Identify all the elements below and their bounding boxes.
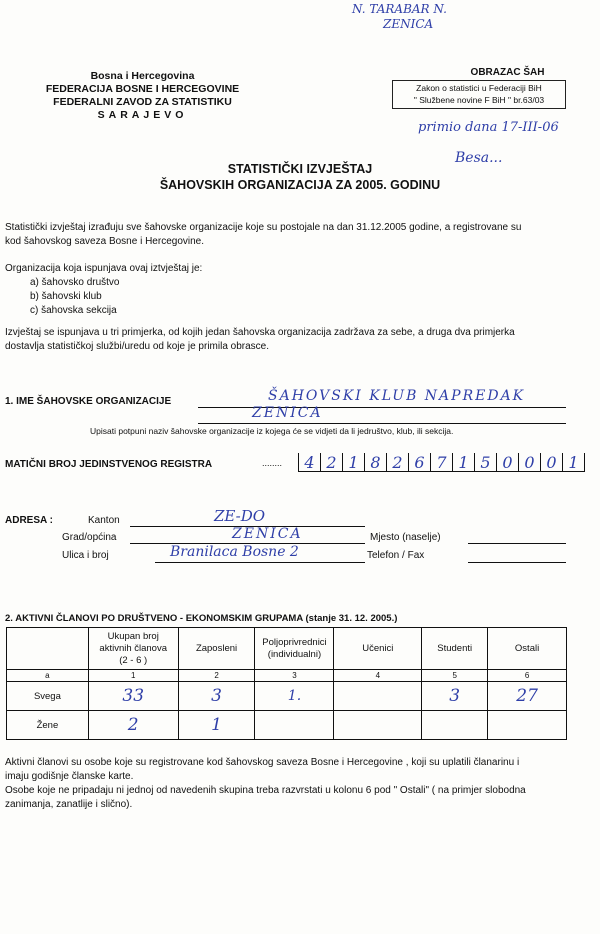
phone-label: Telefon / Fax — [367, 550, 425, 561]
settlement-line — [468, 543, 566, 544]
registry-digit[interactable]: 7 — [431, 453, 453, 471]
country-line: Bosna i Hercegovina — [90, 70, 195, 82]
column-number: a — [7, 670, 89, 682]
header-farmers-line-2: (individualni) — [267, 648, 322, 660]
intro-paragraph — [5, 221, 595, 249]
column-number: 6 — [488, 670, 567, 682]
registry-digit[interactable]: 1 — [453, 453, 475, 471]
handwritten-city-note: ZENICA — [383, 17, 434, 31]
column-number-row — [7, 670, 567, 682]
header-farmers — [255, 628, 334, 670]
institution-header — [20, 70, 265, 122]
header-pupils: Učenici — [334, 628, 422, 670]
street-line — [155, 562, 365, 563]
street-label: Ulica i broj — [62, 550, 109, 561]
org-name-line-2 — [198, 423, 566, 424]
column-number: 4 — [334, 670, 422, 682]
total-students-cell[interactable]: 3 — [422, 682, 488, 711]
municipality-label: Grad/općina — [62, 532, 117, 543]
row-label-women: Žene — [7, 711, 89, 740]
report-title-line-2: ŠAHOVSKIH ORGANIZACIJA ZA 2005. GODINU — [159, 178, 441, 192]
intro-line-2: kod šahovskog saveza Bosne i Hercegovine. — [5, 236, 205, 247]
law-line-2: " Službene novine F BiH " br.63/03 — [413, 95, 545, 105]
active-members-title: 2. AKTIVNI ČLANOVI PO DRUŠTVENO - EKONOMSKIM GRUPAMA (stanje 31. 12. 2005.) — [5, 613, 398, 624]
organization-name-value-2[interactable]: ZENICA — [252, 405, 323, 421]
header-total-line-3: (2 - 6 ) — [119, 654, 148, 666]
registry-number-label: MATIČNI BROJ JEDINSTVENOG REGISTRA — [5, 459, 213, 470]
organization-name-hint: Upisati potpuni naziv šahovske organizacije iz kojega će se vidjeti da li jedruštvo, klub, ili sekcija. — [90, 426, 454, 436]
federation-line: FEDERACIJA BOSNE I HERCEGOVINE — [45, 83, 240, 95]
registry-digit[interactable]: 2 — [321, 453, 343, 471]
registry-digit[interactable]: 4 — [299, 453, 321, 471]
intro-line-1: Statistički izvještaj izrađuju sve šahovske organizacije koje su postojale na dan 31.12.2005 godine, a registrovane su — [5, 222, 522, 233]
municipality-value[interactable]: ZENICA — [232, 526, 303, 542]
registry-digit[interactable]: 0 — [497, 453, 519, 471]
column-number: 5 — [422, 670, 488, 682]
total-pupils-cell[interactable] — [334, 682, 422, 711]
column-number: 2 — [178, 670, 255, 682]
registry-digit[interactable]: 1 — [343, 453, 365, 471]
handwritten-name-note: N. TARABAR N. — [352, 2, 447, 16]
notes-line-1: Aktivni članovi su osobe koje su registrovane kod šahovskog saveza Bosne i Hercegovine , koji su uplatili članarinu i — [5, 757, 520, 768]
registry-dots: ........ — [262, 458, 283, 468]
organization-name-value-1[interactable]: ŠAHOVSKI KLUB NAPREDAK — [268, 388, 526, 404]
notes-paragraph — [5, 756, 595, 812]
copies-line-1: Izvještaj se ispunjava u tri primjerka, od kojih jedan šahovska organizacija zadržava za sebe, a druga dva primjerka — [5, 327, 515, 338]
header-empty-cell — [7, 628, 89, 670]
table-header-row — [7, 628, 567, 670]
form-code: OBRAZAC ŠAH — [470, 67, 545, 78]
header-students: Studenti — [422, 628, 488, 670]
header-employed: Zaposleni — [178, 628, 255, 670]
organization-name-label: 1. IME ŠAHOVSKE ORGANIZACIJE — [5, 396, 172, 407]
organization-type-list — [5, 262, 595, 318]
header-other: Ostali — [488, 628, 567, 670]
total-farmers-cell[interactable]: 1. — [255, 682, 334, 711]
option-society: a) šahovsko društvo — [30, 277, 120, 288]
column-number: 1 — [88, 670, 178, 682]
city-line: SARAJEVO — [97, 109, 188, 121]
report-title-line-1: STATISTIČKI IZVJEŠTAJ — [227, 162, 373, 176]
header-total-line-1: Ukupan broj — [107, 630, 159, 642]
registry-digit[interactable]: 0 — [541, 453, 563, 471]
signature: Besa... — [455, 150, 503, 166]
canton-label: Kanton — [88, 515, 120, 526]
women-other-cell[interactable] — [488, 711, 567, 740]
total-all-cell[interactable]: 33 — [88, 682, 178, 711]
women-employed-cell[interactable]: 1 — [178, 711, 255, 740]
option-club: b) šahovski klub — [30, 291, 102, 302]
notes-line-4: zanimanja, zanatlije i slično). — [5, 799, 133, 810]
law-line-1: Zakon o statistici u Federaciji BiH — [416, 83, 542, 93]
registry-digit[interactable]: 5 — [475, 453, 497, 471]
notes-line-3: Osobe koje ne pripadaju ni jednoj od navedenih skupina treba razvrstati u kolonu 6 pod " Ostali" ( na primjer slobodna — [5, 785, 526, 796]
total-other-cell[interactable]: 27 — [488, 682, 567, 711]
registry-number-boxes[interactable] — [298, 453, 585, 472]
street-value[interactable]: Branilaca Bosne 2 — [170, 544, 299, 560]
header-farmers-line-1: Poljoprivrednici — [262, 636, 327, 648]
phone-line — [468, 562, 566, 563]
table-row-total — [7, 682, 567, 711]
registry-digit[interactable]: 8 — [365, 453, 387, 471]
row-label-total: Svega — [7, 682, 89, 711]
address-label: ADRESA : — [5, 515, 53, 526]
law-reference-box — [392, 80, 566, 109]
table-row-women — [7, 711, 567, 740]
column-number: 3 — [255, 670, 334, 682]
women-students-cell[interactable] — [422, 711, 488, 740]
women-farmers-cell[interactable] — [255, 711, 334, 740]
total-employed-cell[interactable]: 3 — [178, 682, 255, 711]
copies-line-2: dostavlja statističkoj službi/uredu od koje je primila obrasce. — [5, 341, 270, 352]
notes-line-2: imaju godišnje članske karte. — [5, 771, 134, 782]
registry-digit[interactable]: 0 — [519, 453, 541, 471]
received-note: primio dana 17-III-06 — [418, 120, 559, 135]
women-pupils-cell[interactable] — [334, 711, 422, 740]
registry-digit[interactable]: 1 — [563, 453, 585, 471]
institute-line: FEDERALNI ZAVOD ZA STATISTIKU — [53, 96, 232, 108]
women-all-cell[interactable]: 2 — [88, 711, 178, 740]
copies-paragraph — [5, 326, 595, 354]
canton-value[interactable]: ZE-DO — [214, 507, 266, 525]
settlement-label: Mjesto (naselje) — [370, 532, 441, 543]
registry-digit[interactable]: 6 — [409, 453, 431, 471]
members-table — [6, 627, 567, 740]
option-section: c) šahovska sekcija — [30, 305, 117, 316]
org-type-lead: Organizacija koja ispunjava ovaj iztvještaj je: — [5, 263, 203, 274]
header-total-line-2: aktivnih članova — [99, 642, 168, 654]
header-total — [88, 628, 178, 670]
registry-digit[interactable]: 2 — [387, 453, 409, 471]
